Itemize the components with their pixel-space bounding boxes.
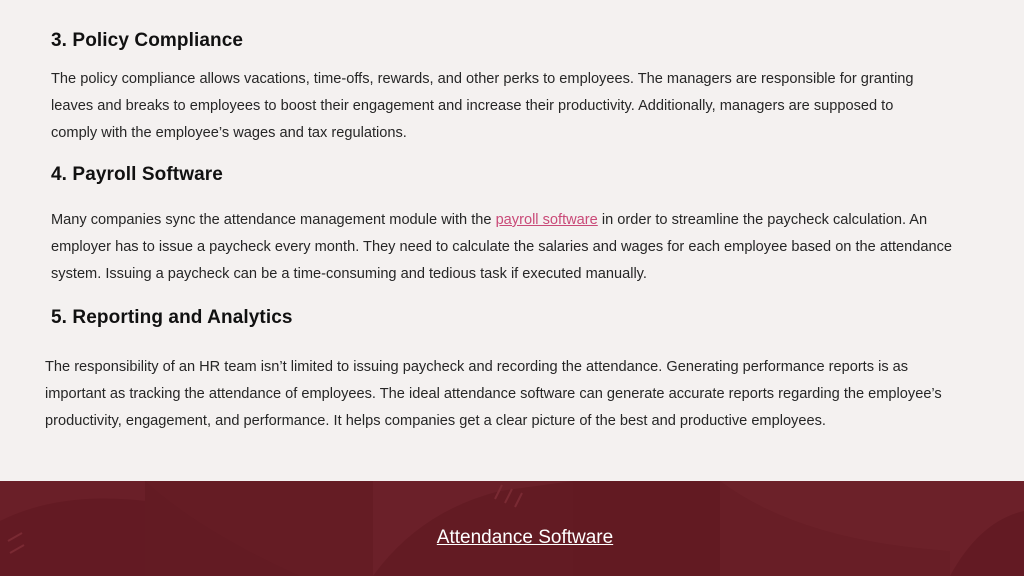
- section-heading-reporting-analytics: 5. Reporting and Analytics: [51, 307, 293, 328]
- section-body-reporting-analytics: [45, 354, 942, 435]
- payroll-software-link[interactable]: payroll software: [495, 212, 598, 228]
- paragraph-line: important as tracking the attendance of employees. The ideal attendance software can generate accurate reports regarding the employee’s: [45, 386, 942, 402]
- paragraph-line: productivity, engagement, and performance. It helps companies get a clear picture of the best and productive employees.: [45, 413, 826, 429]
- paragraph-line: The policy compliance allows vacations, time-offs, rewards, and other perks to employees. The managers are responsible for granting: [51, 71, 914, 87]
- paragraph-line: system. Issuing a paycheck can be a time-consuming and tedious task if executed manually.: [51, 266, 647, 282]
- paragraph-line: leaves and breaks to employees to boost their engagement and increase their productivity. Additionally, managers are supposed to: [51, 98, 894, 114]
- attendance-software-link[interactable]: Attendance Software: [436, 527, 614, 548]
- paragraph-line: employer has to issue a paycheck every month. They need to calculate the salaries and wages for each employee based on the attendance: [51, 239, 953, 255]
- section-heading-policy-compliance: 3. Policy Compliance: [51, 30, 244, 51]
- section-heading-payroll-software: 4. Payroll Software: [51, 164, 223, 185]
- section-body-payroll-software: [51, 207, 952, 288]
- paragraph-text: Many companies sync the attendance management module with the: [51, 212, 496, 228]
- section-body-policy-compliance: [51, 66, 914, 147]
- paragraph-text: in order to streamline the paycheck calculation. An: [597, 212, 928, 228]
- paragraph-line: comply with the employee’s wages and tax regulations.: [51, 125, 407, 141]
- paragraph-line: The responsibility of an HR team isn’t limited to issuing paycheck and recording the attendance. Generating performance reports is as: [45, 359, 909, 375]
- paragraph-line: [51, 207, 952, 234]
- footer-banner: [0, 481, 1024, 576]
